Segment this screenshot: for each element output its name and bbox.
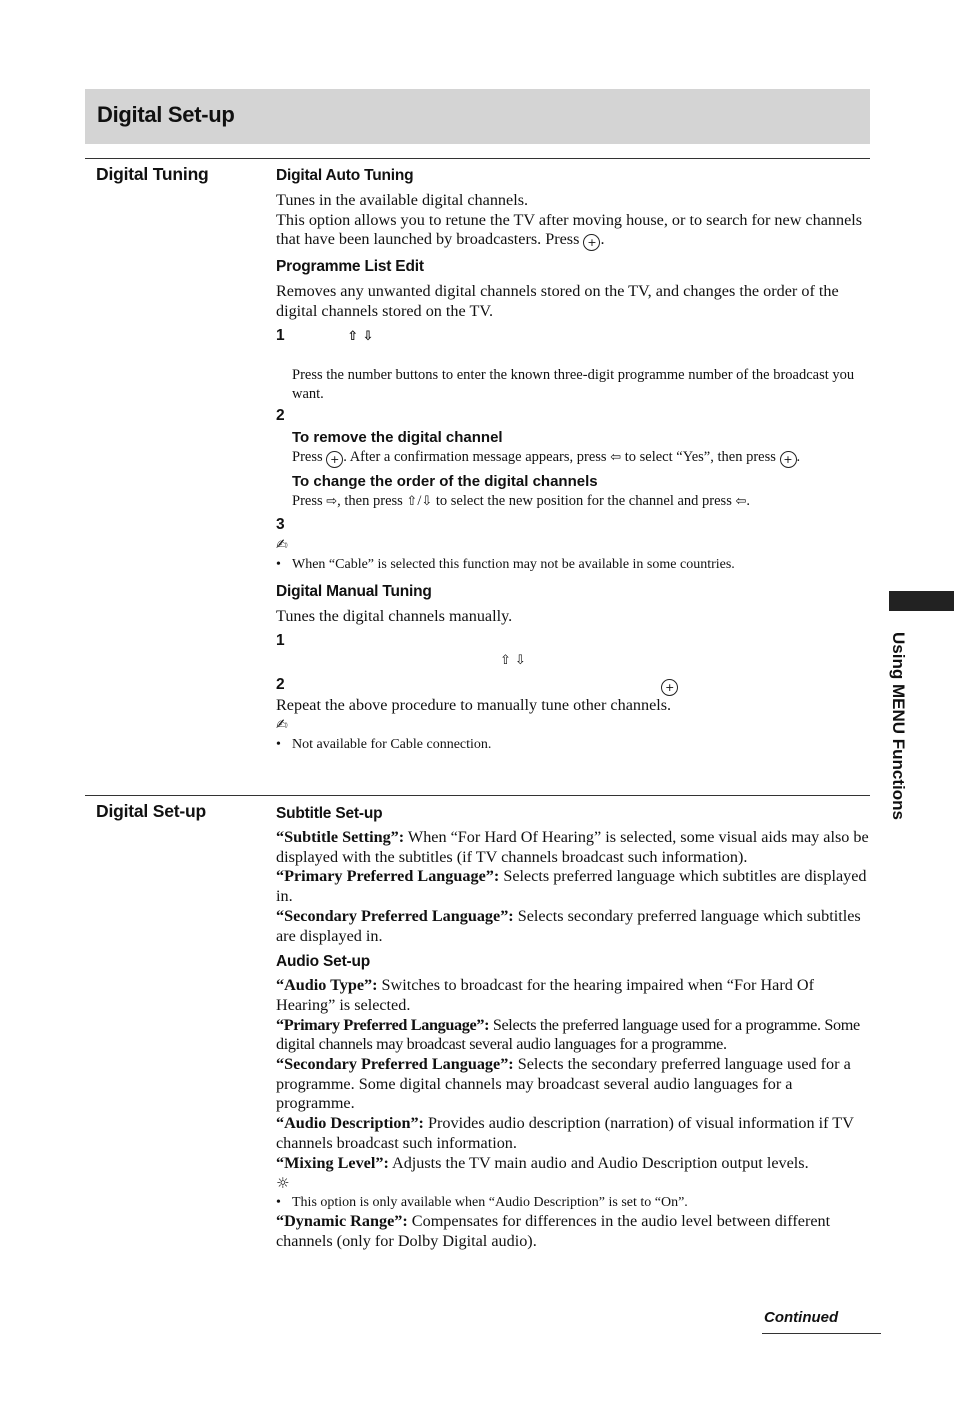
- pencil-note-icon: ✍: [276, 717, 288, 734]
- text: to select the new position for the channel and press: [435, 492, 732, 509]
- subtitle-setting: [276, 828, 870, 867]
- auto-tuning-text-2-body: This option allows you to retune the TV after moving house, or to search for new channels that have been launched by broadcasters. Press: [276, 210, 863, 249]
- lightbulb-tip-icon: ☼: [276, 1174, 290, 1193]
- mixing-level: [276, 1154, 870, 1174]
- text: Selects preferred language which subtitles are displayed in.: [276, 867, 867, 906]
- heading-change-order: To change the order of the digital channels: [292, 472, 598, 490]
- down-arrow-icon: ⇩: [514, 652, 526, 668]
- divider: [85, 158, 870, 159]
- side-tab-marker: [889, 591, 954, 611]
- continued-underline: [762, 1333, 881, 1334]
- auto-tuning-text-1: Tunes in the available digital channels.: [276, 191, 529, 209]
- label: “Primary Preferred Language”:: [276, 1015, 490, 1034]
- side-tab-text: Using MENU Functions: [889, 632, 908, 820]
- label: “Secondary Preferred Language”:: [276, 906, 514, 925]
- subtitle-primary-language: [276, 867, 870, 906]
- ple-step-1-sub: Press the number buttons to enter the known three-digit programme number of the broadcast you want.: [292, 366, 855, 402]
- text: .: [746, 492, 751, 509]
- manual-note: • Not available for Cable connection.: [276, 735, 870, 754]
- left-arrow-icon: ⇦: [735, 493, 747, 509]
- heading-subtitle-setup: Subtitle Set-up: [276, 805, 383, 822]
- pencil-note-icon: ✍: [276, 536, 288, 553]
- subtitle-secondary-language: [276, 907, 870, 946]
- text: .: [796, 448, 801, 465]
- text: Selects the secondary preferred language used for a programme. Some digital channels may broadcast several audio languages for a programme.: [276, 1055, 851, 1113]
- down-arrow-icon: ⇩: [362, 328, 374, 344]
- heading-programme-list-edit: Programme List Edit: [276, 258, 424, 276]
- manual-intro: Tunes the digital channels manually.: [276, 606, 513, 625]
- heading-remove-channel: To remove the digital channel: [292, 428, 503, 446]
- text: Press: [292, 448, 323, 465]
- ple-step-3: 3: [276, 515, 285, 533]
- label: “Mixing Level”:: [276, 1153, 389, 1172]
- audio-secondary-language: [276, 1055, 870, 1114]
- heading-digital-manual-tuning: Digital Manual Tuning: [276, 582, 432, 600]
- circle-plus-icon: +: [326, 451, 343, 468]
- mixing-level-tip: • This option is only available when “Audio Description” is set to “On”.: [276, 1193, 870, 1212]
- label: “Subtitle Setting”:: [276, 828, 405, 846]
- heading-audio-setup: Audio Set-up: [276, 953, 371, 971]
- label: “Dynamic Range”:: [276, 1212, 408, 1231]
- text: Switches to broadcast for the hearing impaired when “For Hard Of Hearing” is selected.: [276, 976, 814, 1014]
- audio-primary-language: [276, 1016, 870, 1055]
- step-number: 1: [276, 326, 285, 344]
- manual-step-1: 1: [276, 631, 285, 649]
- section-title-digital-tuning: Digital Tuning: [96, 164, 209, 184]
- up-arrow-icon: ⇧: [347, 328, 359, 344]
- section-banner: [85, 89, 870, 144]
- auto-tuning-text-2: [276, 211, 870, 252]
- ple-intro: Removes any unwanted digital channels stored on the TV, and changes the order of the digital channels stored on the TV.: [276, 282, 839, 321]
- change-order-text: Press ⇨, then press ⇧/⇩ to select the new position for the channel and press ⇦.: [292, 492, 751, 509]
- text: Compensates for differences in the audio level between different channels (only for Dolby Digital audio).: [276, 1212, 831, 1250]
- label: “Secondary Preferred Language”:: [276, 1055, 514, 1074]
- circle-plus-icon: +: [780, 451, 797, 468]
- manual-repeat: Repeat the above procedure to manually tune other channels.: [276, 695, 672, 714]
- ple-step-2: 2: [276, 406, 285, 424]
- text: Adjusts the TV main audio and Audio Description output levels.: [388, 1153, 809, 1172]
- text: to select “Yes”, then press: [624, 448, 776, 465]
- right-arrow-icon: ⇨: [326, 493, 338, 509]
- heading-digital-auto-tuning: Digital Auto Tuning: [276, 167, 414, 184]
- digital-tuning-content: [276, 166, 870, 754]
- down-arrow-icon: ⇩: [421, 493, 433, 509]
- ple-note: • When “Cable” is selected this function may not be available in some countries.: [276, 555, 870, 574]
- text: Selects secondary preferred language which subtitles are displayed in.: [276, 906, 861, 945]
- text: Provides audio description (narration) of visual information if TV channels broadcast such information.: [276, 1114, 854, 1152]
- up-arrow-icon: ⇧: [500, 652, 511, 668]
- page-title: Digital Set-up: [97, 102, 235, 127]
- remove-channel-text: [276, 448, 870, 468]
- dynamic-range: [276, 1212, 870, 1251]
- text: Selects the preferred language used for a programme. Some digital channels may broadcast several audio languages for a programme.: [276, 1015, 860, 1054]
- left-arrow-icon: ⇦: [610, 449, 622, 465]
- audio-description: [276, 1114, 870, 1153]
- text: When “For Hard Of Hearing” is selected, some visual aids may also be displayed with the subtitles (if TV channels broadcast such information).: [276, 828, 869, 866]
- manual-step-1-arrows: [276, 651, 870, 669]
- period: .: [600, 230, 605, 249]
- up-arrow-icon: ⇧: [406, 493, 418, 509]
- continued-label: Continued: [764, 1309, 839, 1326]
- label: “Primary Preferred Language”:: [276, 867, 500, 886]
- ple-step-1: [276, 326, 870, 346]
- section-title-digital-setup: Digital Set-up: [96, 801, 206, 821]
- text: . After a confirmation message appears, press: [343, 448, 607, 465]
- audio-type: [276, 976, 870, 1015]
- circle-plus-icon: +: [661, 679, 678, 696]
- manual-step-2: [276, 675, 870, 696]
- side-tab-label: [882, 632, 914, 842]
- circle-plus-icon: +: [583, 234, 600, 251]
- label: “Audio Description”:: [276, 1114, 424, 1133]
- label: “Audio Type”:: [276, 976, 378, 995]
- text: , then press: [337, 492, 403, 509]
- divider: [85, 795, 870, 796]
- text: Press: [292, 492, 323, 509]
- step-number: 2: [276, 675, 285, 693]
- digital-setup-content: [276, 804, 870, 1252]
